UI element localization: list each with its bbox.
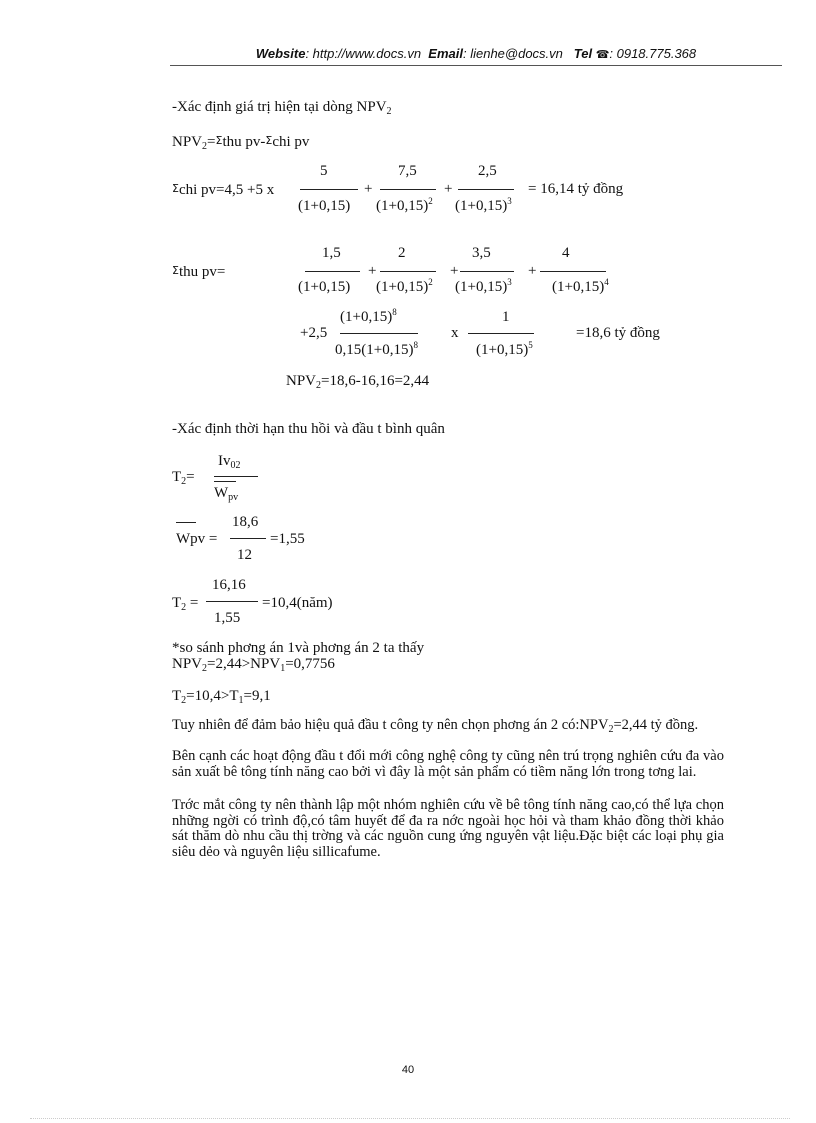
page-border — [30, 1118, 790, 1119]
chi-pv-label: Σchi pv=4,5 +5 x — [172, 182, 275, 198]
plus-sign: + — [364, 181, 373, 197]
chi-num-2: 7,5 — [398, 163, 417, 179]
technology-paragraph: Bên cạnh các hoạt động đầu t đổi mới công nghệ công ty cũng nên trú trọng nghiên cứu đa vào sản xuất bê tông tính năng cao bởi vì đây là một sản phẩm có tiềm năng lớn trong tơng lai. — [172, 748, 724, 780]
chi-num-3: 2,5 — [478, 163, 497, 179]
t2-calc-label: $T_2$ = — [172, 595, 199, 613]
header-rule — [170, 65, 782, 66]
sigma-icon: Σ — [172, 182, 179, 195]
chi-den-2: $(1+0,15)^2$ — [376, 196, 433, 214]
fraction-bar — [380, 271, 436, 272]
tel-value: : 0918.775.368 — [609, 46, 697, 61]
research-paragraph: Trớc mắt công ty nên thành lập một nhóm nghiên cứu về bê tông tính năng cao,có thể lựa chọn những ngời có trình độ,có tâm huyết để đa ra nớc ngoài học hỏi và tham khảo đồng thời khảo sát thăm dò nhu cầu thị trờng và các nguồn cung ứng nguyên vật liệu.Đặc biệt các loại phụ gia siêu dẻo và nguyên liệu sillicafume. — [172, 797, 724, 860]
overline-bar — [214, 481, 236, 482]
fraction-bar — [206, 601, 258, 602]
thu-den-1: (1+0,15) — [298, 279, 351, 295]
fraction-bar — [540, 271, 606, 272]
thu-num-1: 1,5 — [322, 245, 341, 261]
conclusion-paragraph: Tuy nhiên để đảm bảo hiệu quả đầu t công ty nên chọn phơng án 2 $có:NPV_2=2,44$ tỷ đồng. — [172, 717, 699, 735]
thu-num-4: 4 — [562, 245, 570, 261]
sigma-icon: Σ — [265, 134, 273, 147]
fraction-bar — [468, 333, 534, 334]
page-number: 40 — [401, 1064, 415, 1076]
overline-bar — [176, 522, 196, 523]
plus-sign: + — [444, 181, 453, 197]
sigma-icon: Σ — [215, 134, 223, 147]
chi-pv-result: = 16,14 tỷ đồng — [528, 181, 624, 197]
annuity-numerator: $(1+0,15)^8$ — [340, 307, 397, 325]
wpv-result: =1,55 — [270, 531, 305, 547]
chi-den-3: $(1+0,15)^3$ — [455, 196, 512, 214]
thu-den-2: $(1+0,15)^2$ — [376, 277, 433, 295]
discount-numerator: 1 — [502, 309, 510, 325]
t2-label: $T_2=$ — [172, 469, 195, 487]
page-header — [170, 46, 782, 61]
discount-denominator: $(1+0,15)^5$ — [476, 340, 533, 358]
fraction-bar — [214, 476, 258, 477]
fraction-bar — [380, 189, 436, 190]
t-comparison: $T_2=10,4>T_1=9,1$ — [172, 688, 271, 706]
times-sign: x — [451, 325, 459, 341]
fraction-bar — [340, 333, 418, 334]
fraction-bar — [458, 189, 514, 190]
section-heading-npv2: -Xác định giá trị hiện tại dòng $NPV_2$ — [172, 99, 392, 117]
annuity-denominator: $0,15(1+0,15)^8$ — [335, 340, 418, 358]
email-value[interactable]: : lienhe@docs.vn — [462, 46, 563, 61]
npv2-result: $NPV_2=18,6-16,16=2,44$ — [286, 373, 430, 391]
website-url[interactable]: : http://www.docs.vn — [305, 46, 422, 61]
thu-pv-result: =18,6 tỷ đồng — [576, 325, 660, 341]
t2-calc-denominator: 1,55 — [214, 610, 241, 626]
t2-calc-result: =10,4(năm) — [262, 595, 333, 611]
chi-num-1: 5 — [320, 163, 328, 179]
t2-denominator: $W_{pv}$ — [214, 485, 239, 503]
wpv-denominator: 12 — [237, 547, 252, 563]
website-label: Website — [255, 46, 306, 61]
thu-pv-label: Σthu pv= — [172, 264, 226, 280]
phone-icon: ☎ — [595, 49, 610, 61]
thu-num-3: 3,5 — [472, 245, 491, 261]
fraction-bar — [305, 271, 360, 272]
plus-sign: + — [450, 263, 459, 279]
comparison-line: *so sánh phơng án 1và phơng án 2 ta thấy — [172, 640, 425, 656]
t2-calc-numerator: 16,16 — [212, 577, 246, 593]
fraction-bar — [230, 538, 266, 539]
wpv-label: Wpv = — [176, 531, 218, 547]
wpv-numerator: 18,6 — [232, 514, 259, 530]
thu-num-2: 2 — [398, 245, 406, 261]
thu-den-3: $(1+0,15)^3$ — [455, 277, 512, 295]
tel-label: Tel — [573, 46, 593, 61]
email-label: Email — [428, 46, 463, 61]
plus-sign: + — [368, 263, 377, 279]
sigma-icon: Σ — [172, 264, 179, 277]
section-heading-payback: -Xác định thời hạn thu hồi và đầu t bình quân — [172, 421, 445, 437]
fraction-bar — [300, 189, 358, 190]
npv-comparison: $NPV_2=2,44>NPV_1=0,7756$ — [172, 656, 335, 674]
plus-sign: + — [528, 263, 537, 279]
fraction-bar — [460, 271, 514, 272]
npv2-definition: $NPV_2=\Sigma thu$ pv-Σchi pv — [172, 134, 310, 152]
thu-den-4: $(1+0,15)^4$ — [552, 277, 609, 295]
t2-numerator: $Iv_{02}$ — [218, 453, 241, 471]
chi-den-1: (1+0,15) — [298, 198, 351, 214]
annuity-prefix: +2,5 — [300, 325, 328, 341]
